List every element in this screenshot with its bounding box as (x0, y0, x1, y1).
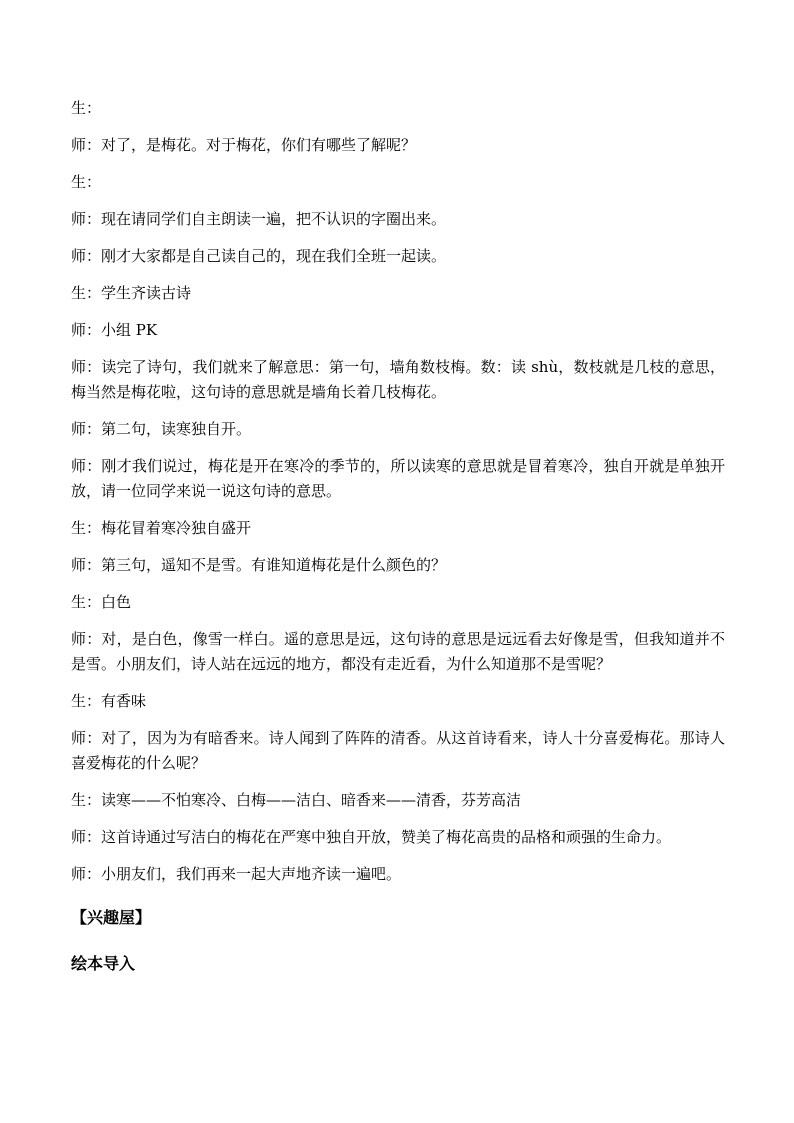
paragraph: 师：小组 PK (71, 321, 158, 339)
paragraph: 生：白色 (71, 593, 132, 611)
paragraph: 生：梅花冒着寒冷独自盛开 (71, 519, 252, 537)
paragraph: 师：第三句，遥知不是雪。有谁知道梅花是什么颜色的？ (71, 556, 447, 574)
section-heading: 【兴趣屋】 (71, 908, 152, 927)
paragraph: 师：读完了诗句，我们就来了解意思：第一句，墙角数枝梅。数：读 shù，数枝就是几枝的意思，梅当然是梅花啦，这句诗的意思就是墙角长着几枝梅花。 (71, 358, 725, 401)
paragraph: 师：这首诗通过写洁白的梅花在严寒中独自开放，赞美了梅花高贵的品格和顽强的生命力。 (71, 828, 672, 846)
paragraph: 师：第二句，读寒独自开。 (71, 420, 252, 438)
document-page (71, 96, 725, 977)
paragraph: 师：现在请同学们自主朗读一遍，把不认识的字圈出来。 (71, 210, 447, 228)
paragraph: 生：有香味 (71, 692, 147, 710)
section-subheading: 绘本导入 (71, 954, 136, 973)
paragraph: 师：对了，因为为有暗香来。诗人闻到了阵阵的清香。从这首诗看来，诗人十分喜爱梅花。那诗人喜爱梅花的什么呢？ (71, 729, 725, 772)
paragraph: 师：刚才大家都是自己读自己的，现在我们全班一起读。 (71, 247, 447, 265)
paragraph: 师：对，是白色，像雪一样白。遥的意思是远，这句诗的意思是远远看去好像是雪，但我知道并不是雪。小朋友们，诗人站在远远的地方，都没有走近看，为什么知道那不是雪呢？ (71, 630, 725, 673)
paragraph: 师：对了，是梅花。对于梅花，你们有哪些了解呢？ (71, 136, 417, 154)
paragraph: 生： (71, 173, 102, 191)
paragraph: 师：小朋友们，我们再来一起大声地齐读一遍吧。 (71, 865, 402, 883)
paragraph: 生： (71, 99, 102, 117)
paragraph: 师：刚才我们说过，梅花是开在寒冷的季节的，所以读寒的意思就是冒着寒冷，独自开就是单独开放，请一位同学来说一说这句诗的意思。 (71, 457, 725, 500)
paragraph: 生：读寒——不怕寒冷、白梅——洁白、暗香来——清香，芬芳高洁 (71, 791, 522, 809)
paragraph: 生：学生齐读古诗 (71, 284, 192, 302)
